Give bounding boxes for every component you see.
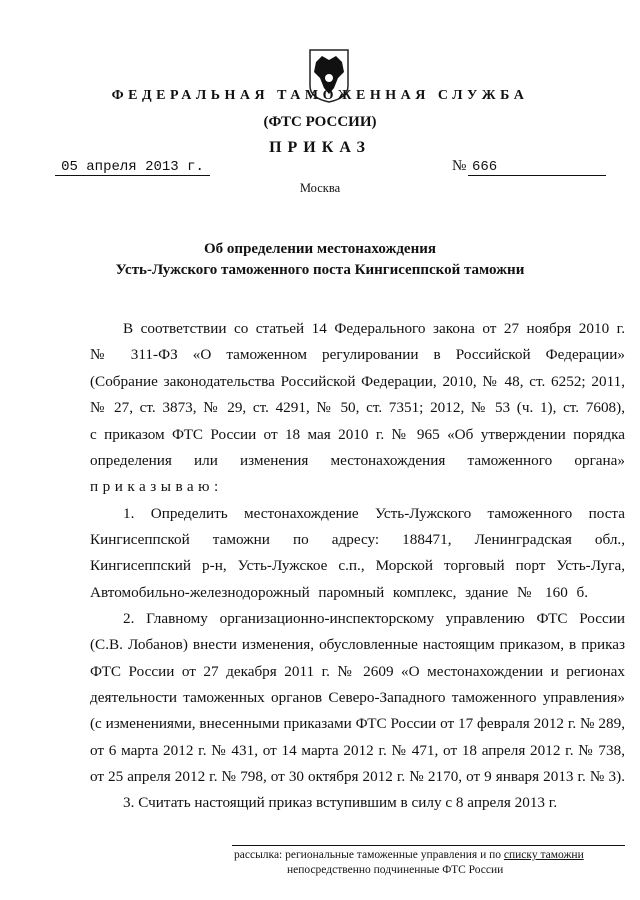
body-line: 2. Главному организационно-инспекторскому управлению ФТС России [123,610,625,627]
footer-divider [232,845,625,846]
body-line: Автомобильно-железнодорожный паромный комплекс, здание № 160 б. [90,584,588,601]
doc-date: 05 апреля 2013 г. [55,159,210,176]
title-line-2: Усть-Лужского таможенного поста Кингисеппской таможни [115,262,525,278]
body-line: № 27, ст. 3873, № 29, ст. 4291, № 50, ст. 7351; 2012, № 53 (ч. 1), ст. 7608), [90,399,625,416]
distribution-line-2: непосредственно подчиненные ФТС России [287,864,504,876]
doc-number: 666 [468,159,606,176]
body-line-order: приказываю: [90,478,223,495]
org-short-name: (ФТС РОССИИ) [263,114,377,130]
distribution-line-1 [234,849,626,861]
org-name: ФЕДЕРАЛЬНАЯ ТАМОЖЕННАЯ СЛУЖБА [111,88,529,103]
title-line-1: Об определении местонахождения [204,241,436,257]
body-line: (Собрание законодательства Российской Федерации, 2010, № 48, ст. 6252; 2011, [90,373,625,390]
number-label: № [452,158,467,174]
city: Москва [299,181,341,195]
body-line: ФТС России от 27 декабря 2011 г. № 2609 «О местонахождении и регионах [90,663,625,680]
body-line: от 6 марта 2012 г. № 431, от 14 марта 2012 г. № 471, от 18 апреля 2012 г. № 738, [90,742,625,759]
body-line: Кингисеппской таможни по адресу: 188471, Ленинградская обл., [90,531,625,548]
doc-type: ПРИКАЗ [269,139,371,156]
body-line: от 25 апреля 2012 г. № 798, от 30 октября 2012 г. № 2170, от 9 января 2013 г. № 3). [90,768,625,785]
distribution-text: рассылка: региональные таможенные управления и по [234,849,504,861]
body-line: 3. Считать настоящий приказ вступившим в силу с 8 апреля 2013 г. [123,794,558,811]
body-line: определения или изменения местонахождения таможенного органа» [90,452,625,469]
body-line: В соответствии со статьей 14 Федерального закона от 27 ноября 2010 г. [123,320,625,337]
body-line: (с изменениями, внесенными приказами ФТС России от 17 февраля 2012 г. № 289, [90,715,625,732]
distribution-list-link: списку таможни [503,849,584,861]
body-line: деятельности таможенных органов Северо-Западного таможенного управления» [90,689,625,706]
body-line: Кингисеппский р-н, Усть-Лужское с.п., Морской торговый порт Усть-Луга, [90,557,625,574]
body-line: 1. Определить местонахождение Усть-Лужского таможенного поста [123,505,625,522]
body-line: № 311-ФЗ «О таможенном регулировании в Российской Федерации» [90,346,625,363]
body-line: с приказом ФТС России от 18 мая 2010 г. № 965 «Об утверждении порядка [90,426,625,443]
body-line: (С.В. Лобанов) внести изменения, обусловленные настоящим приказом, в приказ [90,636,625,653]
